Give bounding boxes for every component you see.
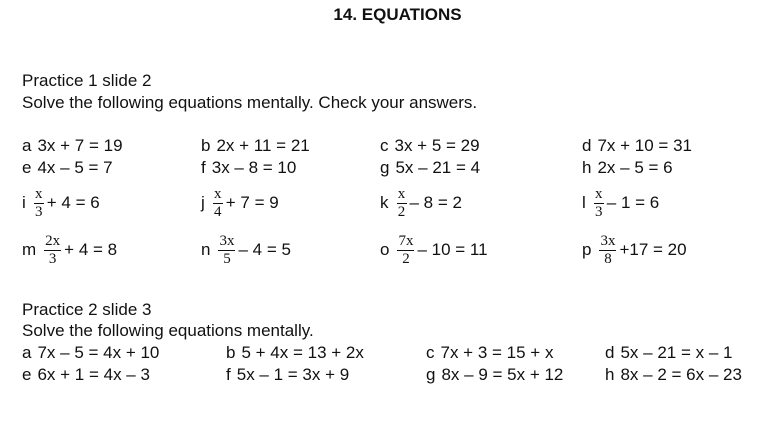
practice2-heading: Practice 2 slide 3 — [22, 300, 152, 319]
fraction — [397, 186, 407, 221]
equation-text: 3x + 5 = 29 — [394, 136, 480, 155]
equation-text: 3x + 7 = 19 — [37, 136, 123, 155]
equation-item — [201, 157, 296, 179]
equation-text: +17 = 20 — [619, 240, 687, 259]
equation-label: n — [201, 240, 211, 259]
numerator: 3x — [600, 232, 616, 249]
practice1-heading: Practice 1 slide 2 — [22, 71, 152, 90]
equation-label: c — [380, 136, 389, 155]
denominator: 8 — [604, 250, 612, 267]
equation-text: 8x – 9 = 5x + 12 — [441, 365, 564, 384]
numerator: 3x — [219, 232, 235, 249]
equation-item — [582, 135, 692, 157]
equation-label: b — [226, 343, 236, 362]
equation-item — [380, 181, 462, 225]
fraction — [213, 186, 223, 221]
equation-text: – 8 = 2 — [409, 193, 462, 212]
equation-item — [582, 181, 659, 225]
fraction — [218, 233, 235, 268]
equation-item — [226, 364, 349, 386]
numerator: 7x — [398, 232, 414, 249]
equation-item — [605, 342, 732, 364]
equation-item — [22, 181, 100, 225]
numerator: x — [595, 185, 603, 202]
equation-label: m — [22, 240, 37, 259]
practice2-instruction: Solve the following equations mentally. — [22, 321, 314, 340]
equation-label: a — [22, 136, 32, 155]
fraction — [44, 233, 61, 268]
denominator: 3 — [595, 203, 603, 220]
equation-label: g — [426, 365, 436, 384]
equation-item — [22, 135, 123, 157]
denominator: 2 — [402, 250, 410, 267]
equation-label: h — [605, 365, 615, 384]
equation-item — [201, 135, 310, 157]
numerator: 2x — [45, 232, 61, 249]
equation-label: e — [22, 158, 32, 177]
equation-text: + 4 = 8 — [64, 240, 118, 259]
equation-item — [605, 364, 742, 386]
denominator: 5 — [223, 250, 231, 267]
equation-text: 7x – 5 = 4x + 10 — [37, 343, 160, 362]
equation-label: o — [380, 240, 390, 259]
equation-text: 5x – 21 = 4 — [395, 158, 481, 177]
equation-label: c — [426, 343, 435, 362]
equation-item — [380, 135, 480, 157]
equation-text: 5x – 21 = x – 1 — [620, 343, 733, 362]
equation-text: 2x – 5 = 6 — [597, 158, 673, 177]
equation-item — [22, 157, 113, 179]
equation-label: g — [380, 158, 390, 177]
equation-text: + 4 = 6 — [46, 193, 100, 212]
equation-item — [22, 364, 150, 386]
denominator: 4 — [214, 203, 222, 220]
fraction — [599, 233, 616, 268]
equation-item — [201, 228, 291, 272]
denominator: 3 — [48, 250, 57, 267]
equation-label: i — [22, 193, 26, 212]
equation-item — [426, 342, 553, 364]
equation-item — [380, 228, 488, 272]
denominator: 3 — [35, 203, 43, 220]
equation-label: a — [22, 343, 32, 362]
equation-text: 8x – 2 = 6x – 23 — [620, 365, 742, 384]
equation-item — [582, 157, 673, 179]
equation-item — [380, 157, 480, 179]
equation-item — [226, 342, 364, 364]
equation-label: k — [380, 193, 389, 212]
equation-item — [201, 181, 279, 225]
numerator: x — [397, 185, 406, 202]
equation-text: 3x – 8 = 10 — [211, 158, 297, 177]
equation-label: d — [582, 136, 592, 155]
equation-label: j — [201, 193, 205, 212]
equation-label: h — [582, 158, 592, 177]
fraction — [594, 186, 604, 221]
numerator: x — [35, 185, 43, 202]
equation-text: 7x + 10 = 31 — [597, 136, 692, 155]
page-title: 14. EQUATIONS — [333, 5, 462, 24]
equation-label: f — [201, 158, 206, 177]
fraction — [397, 233, 414, 268]
equation-item — [22, 342, 159, 364]
equation-label: d — [605, 343, 615, 362]
denominator: 2 — [397, 203, 406, 220]
equation-text: – 4 = 5 — [238, 240, 291, 259]
practice1-instruction: Solve the following equations mentally. Check your answers. — [22, 93, 478, 112]
equation-label: l — [582, 193, 586, 212]
equation-item — [22, 228, 117, 272]
equation-text: – 10 = 11 — [417, 240, 488, 259]
equation-label: f — [226, 365, 231, 384]
equation-label: b — [201, 136, 211, 155]
equation-text: – 1 = 6 — [606, 193, 660, 212]
equation-text: 5x – 1 = 3x + 9 — [236, 365, 350, 384]
equation-text: 6x + 1 = 4x – 3 — [37, 365, 150, 384]
equation-text: 2x + 11 = 21 — [216, 136, 310, 155]
numerator: x — [214, 185, 222, 202]
equation-item — [582, 228, 687, 272]
equation-text: 4x – 5 = 7 — [37, 158, 113, 177]
equation-label: e — [22, 365, 32, 384]
fraction — [34, 186, 44, 221]
equation-label: p — [582, 240, 592, 259]
equation-text: 7x + 3 = 15 + x — [440, 343, 554, 362]
equation-text: + 7 = 9 — [225, 193, 279, 212]
equation-text: 5 + 4x = 13 + 2x — [241, 343, 364, 362]
equation-item — [426, 364, 563, 386]
